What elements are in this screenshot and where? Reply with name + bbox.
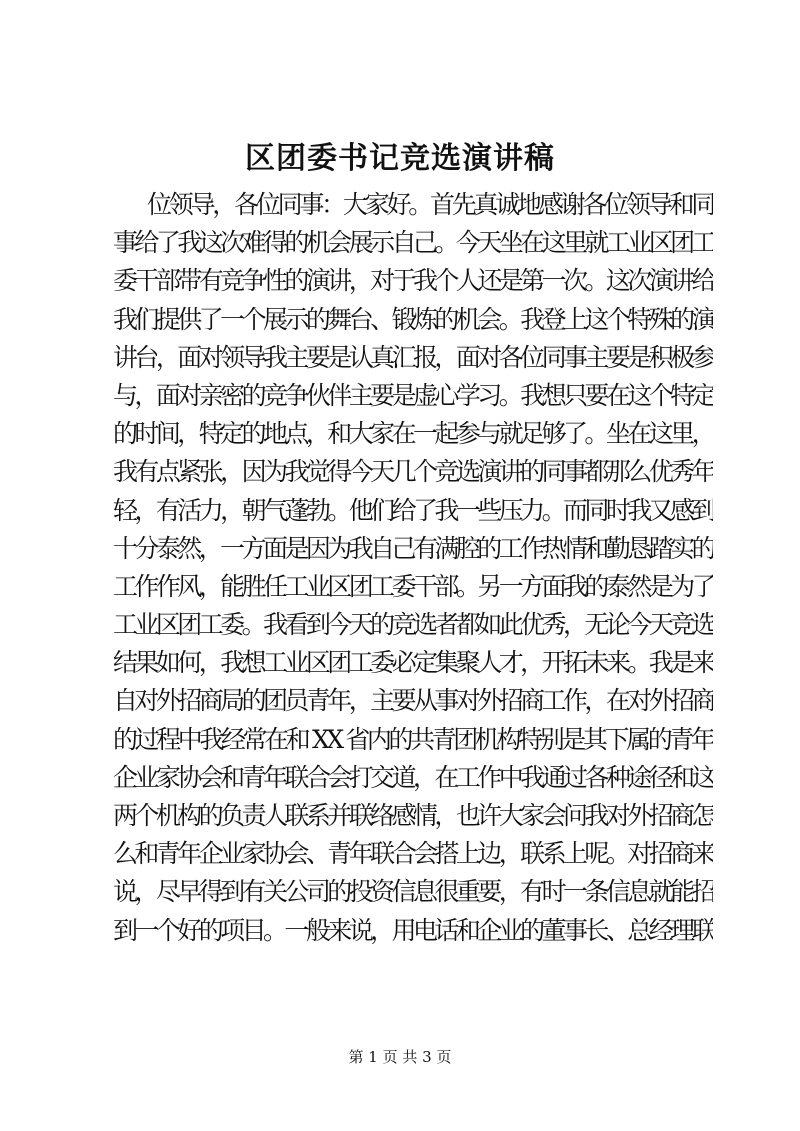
paragraph-line: 事给了我这次难得的机会展示自己。今天坐在这里就工业区团工: [113, 228, 713, 258]
page-footer: 第 1 页 共 3 页: [348, 1048, 452, 1066]
paragraph-line: 到一个好的项目。一般来说，用电话和企业的董事长、总经理联: [113, 915, 713, 945]
paragraph-line: 讲台，面对领导我主要是认真汇报，面对各位同事主要是积极参: [113, 342, 713, 372]
document-title: 区团委书记竞选演讲稿: [245, 141, 555, 176]
paragraph-line: 说，尽早得到有关公司的投资信息很重要，有时一条信息就能招: [113, 877, 713, 907]
paragraph-line: 工作作风，能胜任工业区团工委干部。另一方面我的泰然是为了: [113, 571, 713, 601]
paragraph-line: 与，面对亲密的竞争伙伴主要是虚心学习。我想只要在这个特定: [113, 380, 713, 410]
paragraph-line: 我们提供了一个展示的舞台、锻炼的机会。我登上这个特殊的演: [113, 304, 713, 334]
paragraph-line: 轻，有活力，朝气蓬勃。他们给了我一些压力。而同时我又感到: [113, 495, 713, 525]
paragraph-line: 的时间，特定的地点，和大家在一起参与就足够了。坐在这里，: [113, 419, 713, 449]
paragraph-line: 结果如何，我想工业区团工委必定集聚人才，开拓未来。我是来: [113, 648, 713, 678]
paragraph-line: 委干部带有竞争性的演讲，对于我个人还是第一次。这次演讲给: [113, 266, 713, 296]
paragraph-line: 企业家协会和青年联合会打交道，在工作中我通过各种途径和这: [113, 762, 713, 792]
paragraph-line: 的过程中我经常在和 XX 省内的共青团机构特别是其下属的青年: [113, 724, 713, 754]
paragraph-first-line: 位领导，各位同事：大家好。首先真诚地感谢各位领导和同: [147, 190, 713, 219]
paragraph-line: 十分泰然，一方面是因为我自己有满腔的工作热情和勤恳踏实的: [113, 533, 713, 563]
paragraph-line: 两个机构的负责人联系并联络感情，也许大家会问我对外招商怎: [113, 801, 713, 830]
document-body: [113, 186, 713, 950]
paragraph-line: 么和青年企业家协会、青年联合会搭上边，联系上呢。对招商来: [113, 839, 713, 869]
paragraph-line: 工业区团工委。我看到今天的竞选者都如此优秀，无论今天竞选: [113, 610, 713, 640]
paragraph-line: 自对外招商局的团员青年，主要从事对外招商工作，在对外招商: [113, 686, 713, 716]
paragraph-line: 我有点紧张，因为我觉得今天几个竞选演讲的同事都那么优秀年: [113, 457, 713, 487]
